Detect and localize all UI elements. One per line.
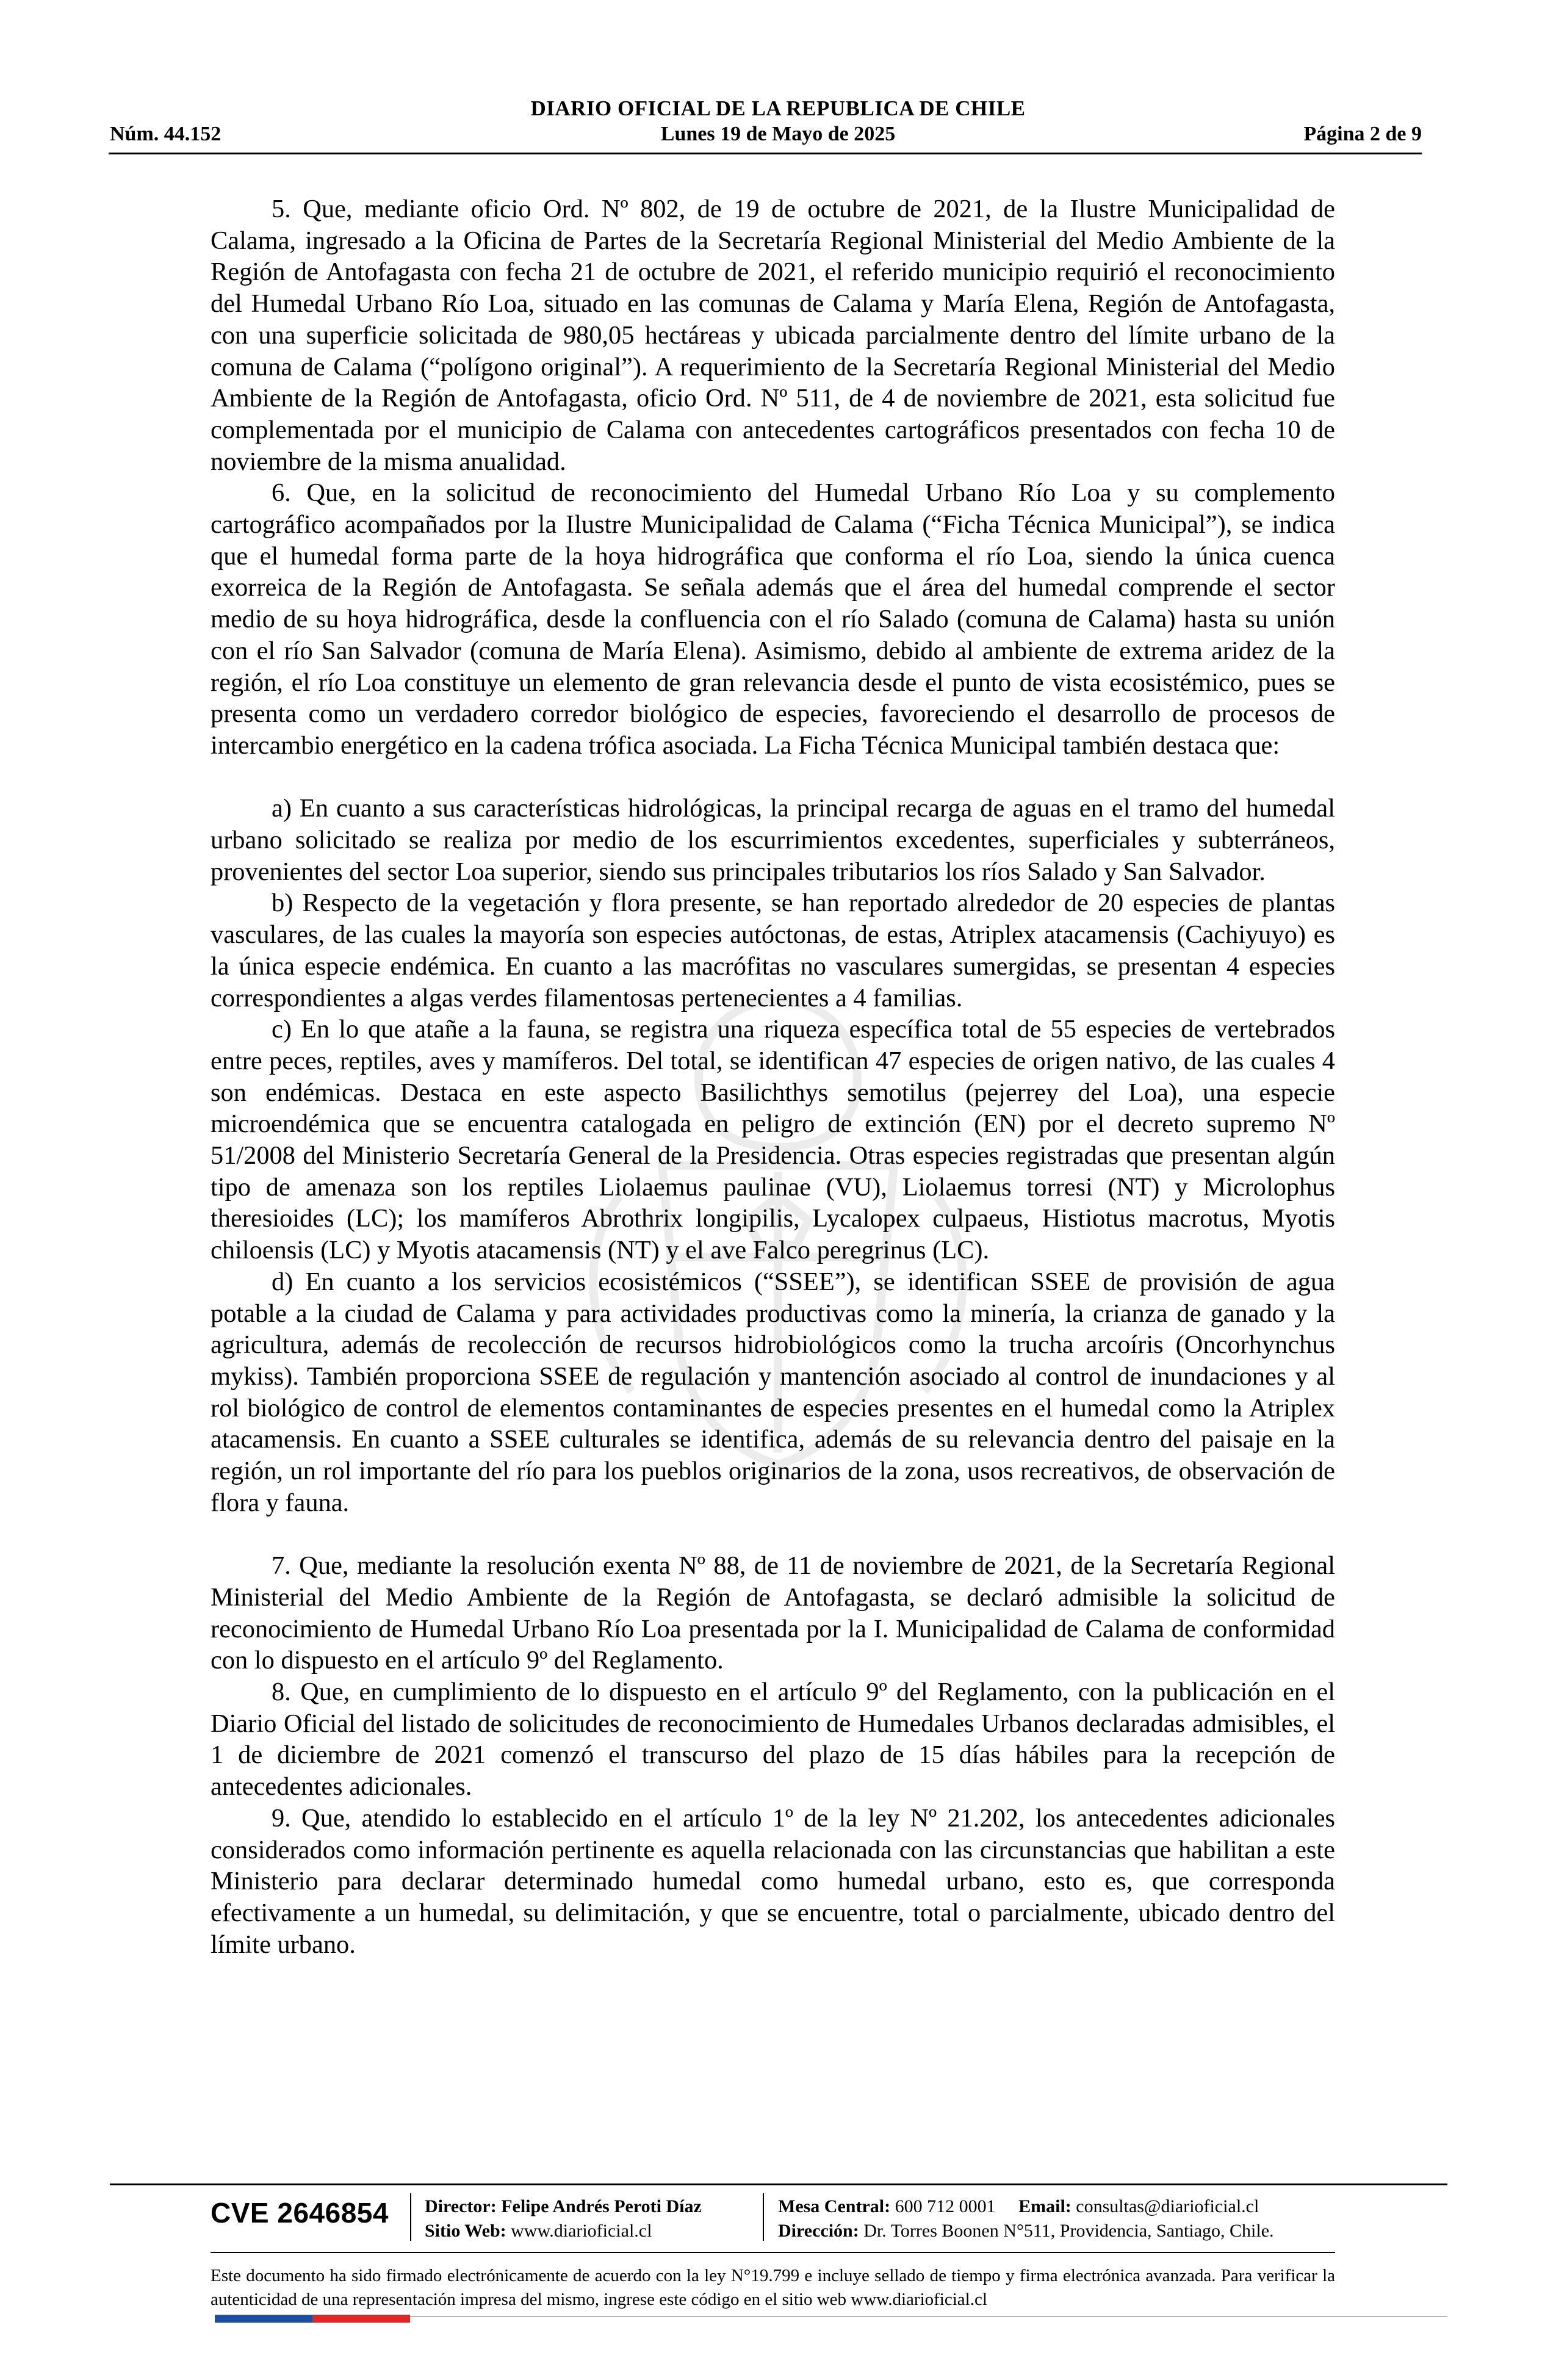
email-label: Email: (1018, 2196, 1072, 2216)
flag-stripe-red (312, 2315, 410, 2323)
paragraph-5: 5. Que, mediante oficio Ord. Nº 802, de 19 de octubre de 2021, de la Ilustre Municipalidad de Calama, ingresado a la Oficina de Partes de la Secretaría Regional Ministerial del Medio Ambiente de la Región de Antofagasta con fecha 21 de octubre de 2021, el referido municipio requirió el reconocimiento del Humedal Urbano Río Loa, situado en las comunas de Calama y María Elena, Región de Antofagasta, con una superficie solicitada de 980,05 hectáreas y ubicada parcialmente dentro del límite urbano de la comuna de Calama (“polígono original”). A requerimiento de la Secretaría Regional Ministerial del Medio Ambiente de la Región de Antofagasta, oficio Ord. Nº 511, de 4 de noviembre de 2021, esta solicitud fue complementada por el municipio de Calama con antecedentes cartográficos presentados con fecha 10 de noviembre de la misma anualidad. (211, 195, 1335, 476)
paragraph-6a: a) En cuanto a sus características hidrológicas, la principal recarga de aguas en el tramo del humedal urbano solicitado se realiza por medio de los escurrimientos excedentes, superficiales y subterráneos, provenientes del sector Loa superior, siendo sus principales tributarios los ríos Salado y San Salvador. (211, 794, 1335, 886)
paragraph-gap (211, 1519, 1335, 1551)
footer-director-block (425, 2194, 702, 2243)
address-line (778, 2219, 1274, 2243)
website-line (425, 2219, 702, 2243)
issue-number: Núm. 44.152 (110, 123, 222, 145)
paragraph-8: 8. Que, en cumplimiento de lo dispuesto en el artículo 9º del Reglamento, con la publicación en el Diario Oficial del listado de solicitudes de reconocimiento de Humedales Urbanos declaradas admisibles, el 1 de diciembre de 2021 comenzó el transcurso del plazo de 15 días hábiles para la recepción de antecedentes adicionales. (211, 1678, 1335, 1801)
director-name: Felipe Andrés Peroti Díaz (501, 2196, 702, 2216)
footer-inner-divider (211, 2252, 1335, 2253)
director-label: Director: (425, 2196, 497, 2216)
phone-label: Mesa Central: (778, 2196, 891, 2216)
issue-date: Lunes 19 de Mayo de 2025 (660, 123, 896, 145)
paragraph-6b: b) Respecto de la vegetación y flora presente, se han reportado alrededor de 20 especies de plantas vasculares, de las cuales la mayoría son especies autóctonas, de estas, Atriplex atacamensis (Cachiyuyo) es la única especie endémica. En cuanto a las macrófitas no vasculares sumergidas, se presentan 4 especies correspondientes a algas verdes filamentosas pertenecientes a 4 familias. (211, 889, 1335, 1012)
address-label: Dirección: (778, 2221, 859, 2241)
phone-value: 600 712 0001 (895, 2196, 996, 2216)
footer-separator (410, 2193, 411, 2241)
page-indicator: Página 2 de 9 (1303, 123, 1422, 145)
paragraph-6: 6. Que, en la solicitud de reconocimiento del Humedal Urbano Río Loa y su complemento cartográfico acompañados por la Ilustre Municipalidad de Calama (“Ficha Técnica Municipal”), se indica que el humedal forma parte de la hoya hidrográfica que conforma el río Loa, siendo la única cuenca exorreica de la Región de Antofagasta. Se señala además que el área del humedal comprende el sector medio de su hoya hidrográfica, desde la confluencia con el río Salado (comuna de Calama) hasta su unión con el río San Salvador (comuna de María Elena). Asimismo, debido al ambiente de extrema aridez de la región, el río Loa constituye un elemento de gran relevancia desde el punto de vista ecosistémico, pues se presenta como un verdadero corredor biológico de especies, favoreciendo el desarrollo de procesos de intercambio energético en la cadena trófica asociada. La Ficha Técnica Municipal también destaca que: (211, 478, 1335, 760)
flag-stripe-blue (215, 2315, 312, 2323)
paragraph-gap (211, 762, 1335, 793)
address-value: Dr. Torres Boonen N°511, Providencia, Santiago, Chile. (863, 2221, 1274, 2241)
footer-separator (763, 2193, 764, 2241)
gazette-title: DIARIO OFICIAL DE LA REPUBLICA DE CHILE (530, 96, 1026, 120)
paragraph-7: 7. Que, mediante la resolución exenta Nº 88, de 11 de noviembre de 2021, de la Secretaría Regional Ministerial del Medio Ambiente de la Región de Antofagasta, se declaró admisible la solicitud de reconocimiento de Humedal Urbano Río Loa presentada por la I. Municipalidad de Calama de conformidad con lo dispuesto en el artículo 9º del Reglamento. (211, 1551, 1335, 1675)
director-line (425, 2194, 702, 2219)
phone-email-line (778, 2194, 1274, 2219)
website-link[interactable]: www.diarioficial.cl (511, 2221, 652, 2241)
cve-code: CVE 2646854 (211, 2197, 389, 2229)
paragraph-9: 9. Que, atendido lo establecido en el artículo 1º de la ley Nº 21.202, los antecedentes adicionales considerados como información pertinente es aquella relacionada con las circunstancias que habilitan a este Ministerio para declarar determinado humedal como humedal urbano, esto es, que corresponda efectivamente a un humedal, su delimitación, y que se encuentre, total o parcialmente, ubicado dentro del límite urbano. (211, 1803, 1335, 1959)
document-body (211, 193, 1335, 1960)
header-divider (109, 153, 1422, 154)
email-link[interactable]: consultas@diarioficial.cl (1076, 2196, 1259, 2216)
paragraph-6d: d) En cuanto a los servicios ecosistémicos (“SSEE”), se identifican SSEE de provisión de agua potable a la ciudad de Calama y para actividades productivas como la minería, la crianza de ganado y la agricultura, además de recolección de recursos hidrobiológicos como la trucha arcoíris (Oncorhynchus mykiss). También proporciona SSEE de regulación y mantención asociado al control de inundaciones y al rol biológico de control de elementos contaminantes de especies presentes en el humedal como la Atriplex atacamensis. En cuanto a SSEE culturales se identifica, además de su relevancia dentro del paisaje en la región, un rol importante del río para los pueblos originarios de la zona, usos recreativos, de observación de flora y fauna. (211, 1267, 1335, 1517)
paragraph-6c: c) En lo que atañe a la fauna, se registra una riqueza específica total de 55 especies de vertebrados entre peces, reptiles, aves y mamíferos. Del total, se identifican 47 especies de origen nativo, de las cuales 4 son endémicas. Destaca en este aspecto Basilichthys semotilus (pejerrey del Loa), una especie microendémica que se encuentra catalogada en peligro de extinción (EN) por el decreto supremo Nº 51/2008 del Ministerio Secretaría General de la Presidencia. Otras especies registradas que presentan algún tipo de amenaza son los reptiles Liolaemus paulinae (VU), Liolaemus torresi (NT) y Microlophus theresioides (LC); los mamíferos Abrothrix longipilis, Lycalopex culpaeus, Histiotus macrotus, Myotis chiloensis (LC) y Myotis atacamensis (NT) y el ave Falco peregrinus (LC). (211, 1015, 1335, 1265)
footer-divider (110, 2183, 1447, 2185)
website-label: Sitio Web: (425, 2221, 506, 2241)
footer-bottom-line (410, 2316, 1447, 2317)
electronic-signature-notice: Este documento ha sido firmado electrónicamente de acuerdo con la ley N°19.799 e incluye sellado de tiempo y firma electrónica avanzada. Para verificar la autenticidad de una representación impresa del mismo, ingrese este código en el sitio web www.diarioficial.cl (211, 2266, 1335, 2309)
footer-contact-block (778, 2194, 1274, 2243)
